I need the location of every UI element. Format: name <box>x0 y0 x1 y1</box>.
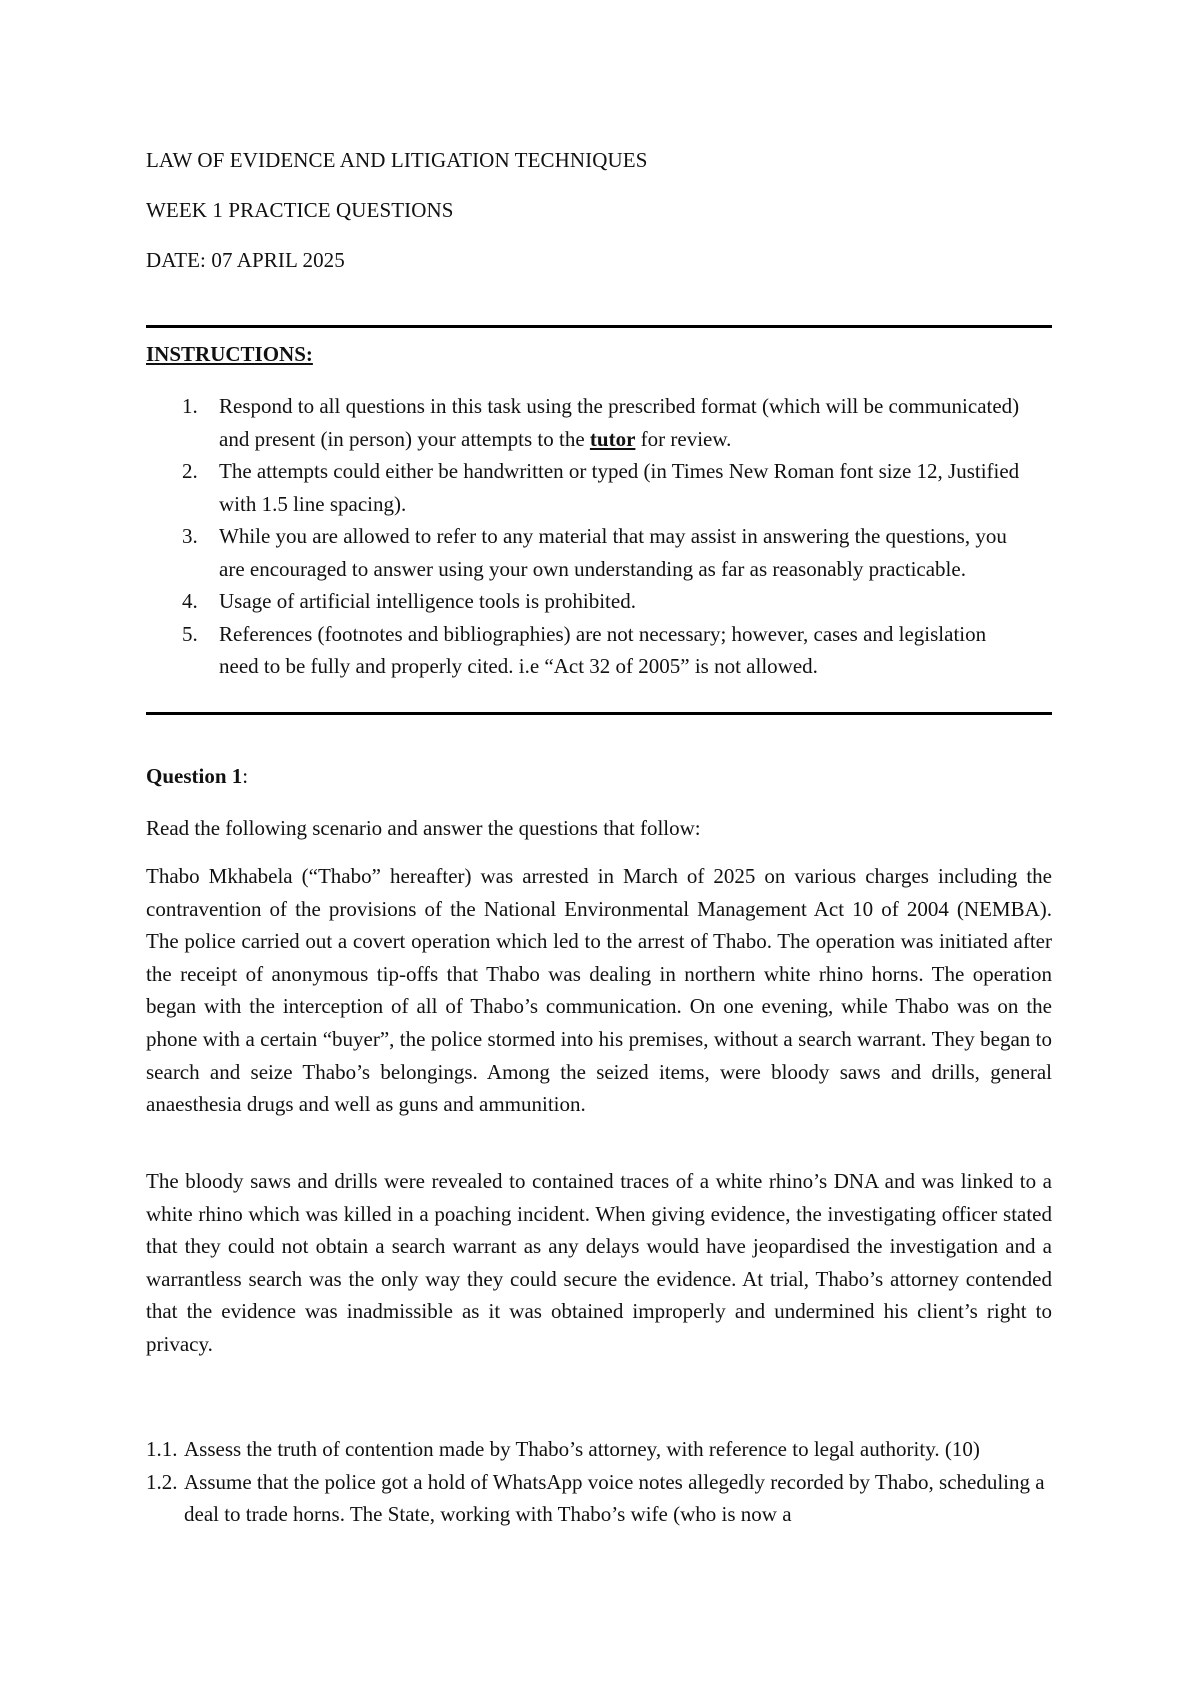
instruction-number: 5. <box>182 621 198 646</box>
sub-question-number: 1.1. <box>146 1437 178 1461</box>
top-divider <box>146 325 1052 328</box>
instructions-title: INSTRUCTIONS: <box>146 342 313 366</box>
question-lead: Read the following scenario and answer the questions that follow: <box>146 816 701 840</box>
instructions-list <box>146 390 1026 683</box>
week-title: WEEK 1 PRACTICE QUESTIONS <box>146 198 454 222</box>
bottom-divider <box>146 712 1052 715</box>
sub-question-text: Assume that the police got a hold of WhatsApp voice notes allegedly recorded by Thabo, scheduling a deal to trade horns. The State, working with Thabo’s wife (who is now a <box>184 1469 1045 1526</box>
instruction-text: Usage of artificial intelligence tools is prohibited. <box>219 589 636 613</box>
instruction-item <box>146 390 1026 455</box>
sub-question-text: Assess the truth of contention made by Thabo’s attorney, with reference to legal authority. (10) <box>184 1437 980 1461</box>
instruction-number: 4. <box>182 589 198 613</box>
question-colon: : <box>242 764 249 788</box>
date-line: DATE: 07 APRIL 2025 <box>146 248 345 272</box>
instruction-item <box>146 520 1026 585</box>
sub-question <box>146 1466 1066 1531</box>
instruction-item <box>146 455 1026 520</box>
scenario-paragraph-2: The bloody saws and drills were revealed to contained traces of a white rhino’s DNA and was linked to a white rhino which was killed in a poaching incident. When giving evidence, the investigating officer stated that they could not obtain a search warrant as any delays would have jeopardised the investigation and a warrantless search was the only way they could secure the evidence. At trial, Thabo’s attorney contended that the evidence was inadmissible as it was obtained improperly and undermined his client’s right to privacy. <box>146 1169 1052 1356</box>
course-title: LAW OF EVIDENCE AND LITIGATION TECHNIQUES <box>146 148 648 172</box>
question-label: Question 1 <box>146 764 243 788</box>
instruction-text: While you are allowed to refer to any material that may assist in answering the questions, you are encouraged to answer using your own understanding as far as reasonably practicable. <box>219 524 1007 581</box>
sub-question <box>146 1433 1066 1466</box>
instruction-number: 1. <box>182 394 198 418</box>
instruction-item <box>146 585 1026 618</box>
instruction-item <box>146 618 1026 683</box>
instruction-text: References (footnotes and bibliographies) are not necessary; however, cases and legislation need to be fully and properly cited. i.e “Act 32 of 2005” is not allowed. <box>219 621 987 678</box>
instruction-number: 3. <box>182 524 198 548</box>
instruction-text: The attempts could either be handwritten or typed (in Times New Roman font size 12, Justified with 1.5 line spacing). <box>219 459 1020 516</box>
sub-questions-list <box>146 1433 1066 1531</box>
instruction-text: Respond to all questions in this task using the prescribed format (which will be communicated) and present (in person) your attempts to the <box>219 394 1020 451</box>
sub-question-number: 1.2. <box>146 1469 178 1494</box>
question-title <box>146 764 248 789</box>
instruction-number: 2. <box>182 459 198 483</box>
scenario-paragraph-1: Thabo Mkhabela (“Thabo” hereafter) was arrested in March of 2025 on various charges including the contravention of the provisions of the National Environmental Management Act 10 of 2004 (NEMBA). The police carried out a covert operation which led to the arrest of Thabo. The operation was initiated after the receipt of anonymous tip-offs that Thabo was dealing in northern white rhino horns. The operation began with the interception of all of Thabo’s communication. On one evening, while Thabo was on the phone with a certain “buyer”, the police stormed into his premises, without a search warrant. They began to search and seize Thabo’s belongings. Among the seized items, were bloody saws and drills, general anaesthesia drugs and well as guns and ammunition. <box>146 864 1052 1117</box>
instruction-text-end: for review. <box>635 426 732 451</box>
instruction-emphasis: tutor <box>589 426 636 451</box>
